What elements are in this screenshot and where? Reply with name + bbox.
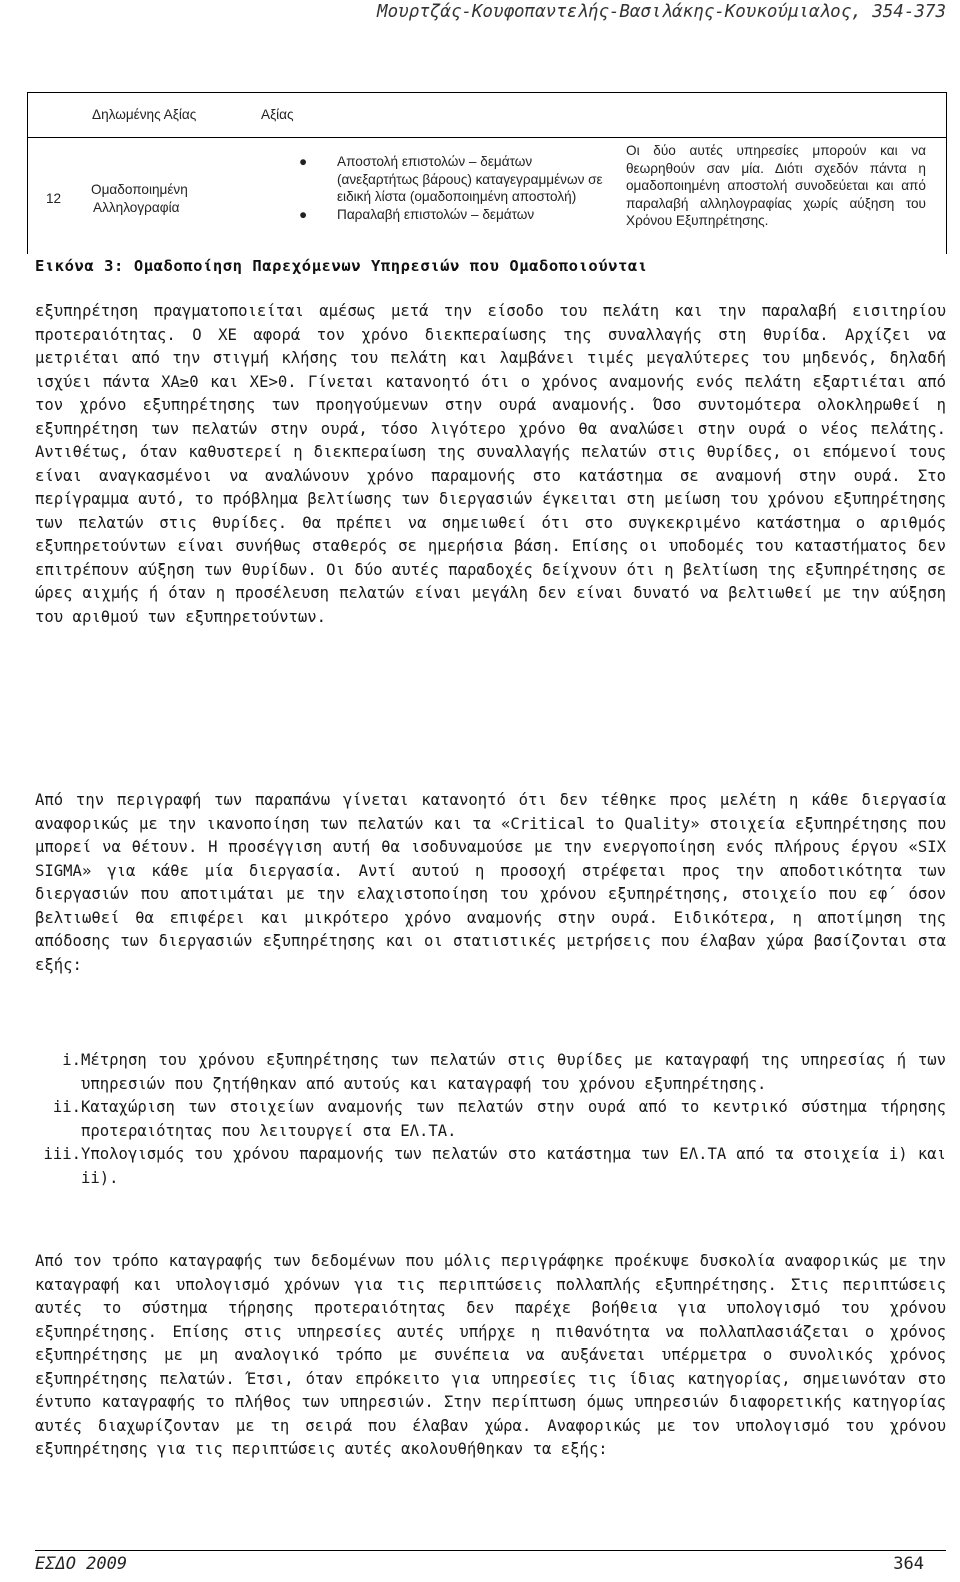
body-paragraph-2: Από την περιγραφή των παραπάνω γίνεται κατανοητό ότι δεν τέθηκε προς μελέτη η κάθε διεργασία αναφορικώς με την ικανοποίηση των πελατών και τα «Critical to Quality» στοιχεία εξυπηρέτησης που μπορεί να θέτουν. Η προσέγγιση αυτή θα ισοδυναμούσε με την ενεργοποίηση ενός πλήρους έργου «SIX SIGMA» για κάθε μία διεργασία. Αντί αυτού η προσοχή στρέφεται προς την αποδοτικότητα των διεργασιών που αποτιμάται με την ελαχιστοποίηση του χρόνου εξυπηρέτησης, στοιχείο που εφ΄ όσον βελτιωθεί θα επιφέρει και μικρότερο χρόνο αναμονής στην ουρά. Ειδικότερα, η αποτίμηση της απόδοσης των διεργασιών εξυπηρέτησης και οι στατιστικές μετρήσεις που έλαβαν χώρα βασίζονται στα εξής:	[35, 791, 946, 974]
table-right-border	[946, 92, 947, 254]
table-header-declared-value: Δηλωμένης Αξίας	[92, 107, 197, 122]
table-row-name-line1: Ομαδοποιημένη	[91, 182, 188, 197]
list-item-number: i.	[62, 1051, 81, 1069]
service-item	[299, 153, 613, 206]
table-row-number: 12	[46, 191, 62, 206]
list-item-text: Καταχώριση των στοιχείων αναμονής των πελατών στην ουρά από το κεντρικό σύστημα τήρησης προτεραιότητας που λειτουργεί στα ΕΛ.ΤΑ.	[81, 1098, 946, 1140]
measurement-list	[0, 1049, 946, 1190]
table-row-note: Οι δύο αυτές υπηρεσίες μπορούν και να θεωρηθούν σαν μία. Διότι σχεδόν πάντα η ομαδοποιημένη αποστολή συνοδεύεται και από παραλαβή αλληλογραφίας χωρίς αύξηση του Χρόνου Εξυπηρέτησης.	[626, 143, 926, 228]
list-item-text: Μέτρηση του χρόνου εξυπηρέτησης των πελατών στις θυρίδες με καταγραφή της υπηρεσίας ή των υπηρεσιών που ζητήθηκαν από αυτούς και καταγραφή του χρόνου εξυπηρέτησης.	[81, 1051, 946, 1093]
figure-caption: Εικόνα 3: Ομαδοποίηση Παρεχόμενων Υπηρεσιών που Ομαδοποιούνται	[35, 257, 648, 275]
list-item-number: ii.	[52, 1098, 81, 1116]
list-item	[0, 1143, 946, 1190]
list-item-text: Υπολογισμός του χρόνου παραμονής των πελατών στο κατάστημα των ΕΛ.ΤΑ από τα στοιχεία i) και ii).	[81, 1145, 946, 1187]
table-header-divider	[27, 137, 946, 138]
body-paragraph-1: εξυπηρέτηση πραγματοποιείται αμέσως μετά την είσοδο του πελάτη και την παραλαβή εισιτηρίου προτεραιότητας. Ο ΧΕ αφορά τον χρόνο διεκπεραίωσης της συναλλαγής στη θυρίδα. Αρχίζει να μετριέται από την στιγμή κλήσης του πελάτη και λαμβάνει τιμές μεγαλύτερες του μηδενός, δηλαδή ισχύει πάντα ΧΑ≥0 και ΧΕ>0. Γίνεται κατανοητό ότι ο χρόνος αναμονής ενός πελάτη εξαρτιέται από τον χρόνο εξυπηρέτησης των προηγούμενων στην ουρά αναμονής. Όσο συντομότερα ολοκληρωθεί η εξυπηρέτηση των πελατών στην ουρά, τόσο λιγότερο χρόνο θα αναλώσει στην ουρά ο νέος πελάτης. Αντιθέτως, όταν καθυστερεί η διεκπεραίωση της συναλλαγής πελατών στις θυρίδες, οι επόμενοί τους είναι αναγκασμένοι να αναλώνουν χρόνο παραμονής στο κατάστημα σε αναμονή στην ουρά. Στο περίγραμμα αυτό, το πρόβλημα βελτίωσης των διεργασιών έγκειται στη μείωση του χρόνου εξυπηρέτησης των πελατών στις θυρίδες. Θα πρέπει να σημειωθεί ότι στο συγκεκριμένο κατάστημα ο αριθμός εξυπηρετούντων είναι συνήθως σταθερός σε ημερήσια βάση. Επίσης οι υποδομές του καταστήματος δεν επιτρέπουν αύξηση των θυρίδων. Οι δύο αυτές παραδοχές δείχνουν ότι η βελτίωση της εξυπηρέτησης σε ώρες αιχμής ή όταν η προσέλευση πελατών είναι μεγάλη δεν είναι δυνατό να βελτιωθεί με την αύξηση του αριθμού των εξυπηρετούντων.	[35, 302, 946, 626]
service-item	[299, 206, 613, 224]
service-item-text: Αποστολή επιστολών – δεμάτων (ανεξαρτήτως βάρους) καταγεγραμμένων σε ειδική λίστα (ομαδοποιημένη αποστολή)	[337, 154, 603, 204]
table-row-services	[299, 150, 613, 223]
running-header: Μουρτζάς-Κουφοπαντελής-Βασιλάκης-Κουκούμιαλος, 354-373	[377, 2, 946, 22]
list-item-number: iii.	[43, 1145, 81, 1163]
bullet-icon: ●	[299, 206, 308, 222]
table-left-border	[27, 92, 28, 254]
service-item-text: Παραλαβή επιστολών – δεμάτων	[337, 206, 535, 222]
page-number: 364	[893, 1554, 924, 1574]
body-paragraph-3: Από τον τρόπο καταγραφής των δεδομένων που μόλις περιγράφηκε προέκυψε δυσκολία αναφορικώς με την καταγραφή και υπολογισμό χρόνων για τις περιπτώσεις πολλαπλής εξυπηρέτησης. Στις περιπτώσεις αυτές το σύστημα τήρησης προτεραιότητας δεν παρέχε βοήθεια για υπολογισμό του χρόνου εξυπηρέτησης. Επίσης στις υπηρεσίες αυτές υπήρχε η πιθανότητα να πολλαπλασιάζεται ο χρόνος εξυπηρέτησης με μη αναλογικό τρόπο με συνέπεια να αυξάνεται υπέρμετρα ο συνολικός χρόνος εξυπηρέτησης πελατών. Έτσι, όταν επρόκειτο για υπηρεσίες τις ίδιας κατηγορίας, σημειωνόταν στο έντυπο καταγραφής το πλήθος των υπηρεσιών. Στην περίπτωση όμως υπηρεσιών διαφορετικής κατηγορίας αυτές διαχωρίζονταν με τη σειρά που έλαβαν χώρα. Αναφορικώς με τον υπολογισμό του χρόνου εξυπηρέτησης για τις περιπτώσεις αυτές ακολουθήθηκαν τα εξής:	[35, 1252, 946, 1458]
table-top-border	[27, 92, 946, 93]
table-row-name-line2: Αλληλογραφία	[93, 200, 180, 215]
list-item	[0, 1049, 946, 1096]
bullet-icon: ●	[299, 154, 308, 169]
footer-journal: ΕΣΔΟ 2009	[35, 1554, 128, 1574]
footer-rule	[35, 1550, 946, 1551]
table-header-value: Αξίας	[261, 107, 294, 122]
list-item	[0, 1096, 946, 1143]
